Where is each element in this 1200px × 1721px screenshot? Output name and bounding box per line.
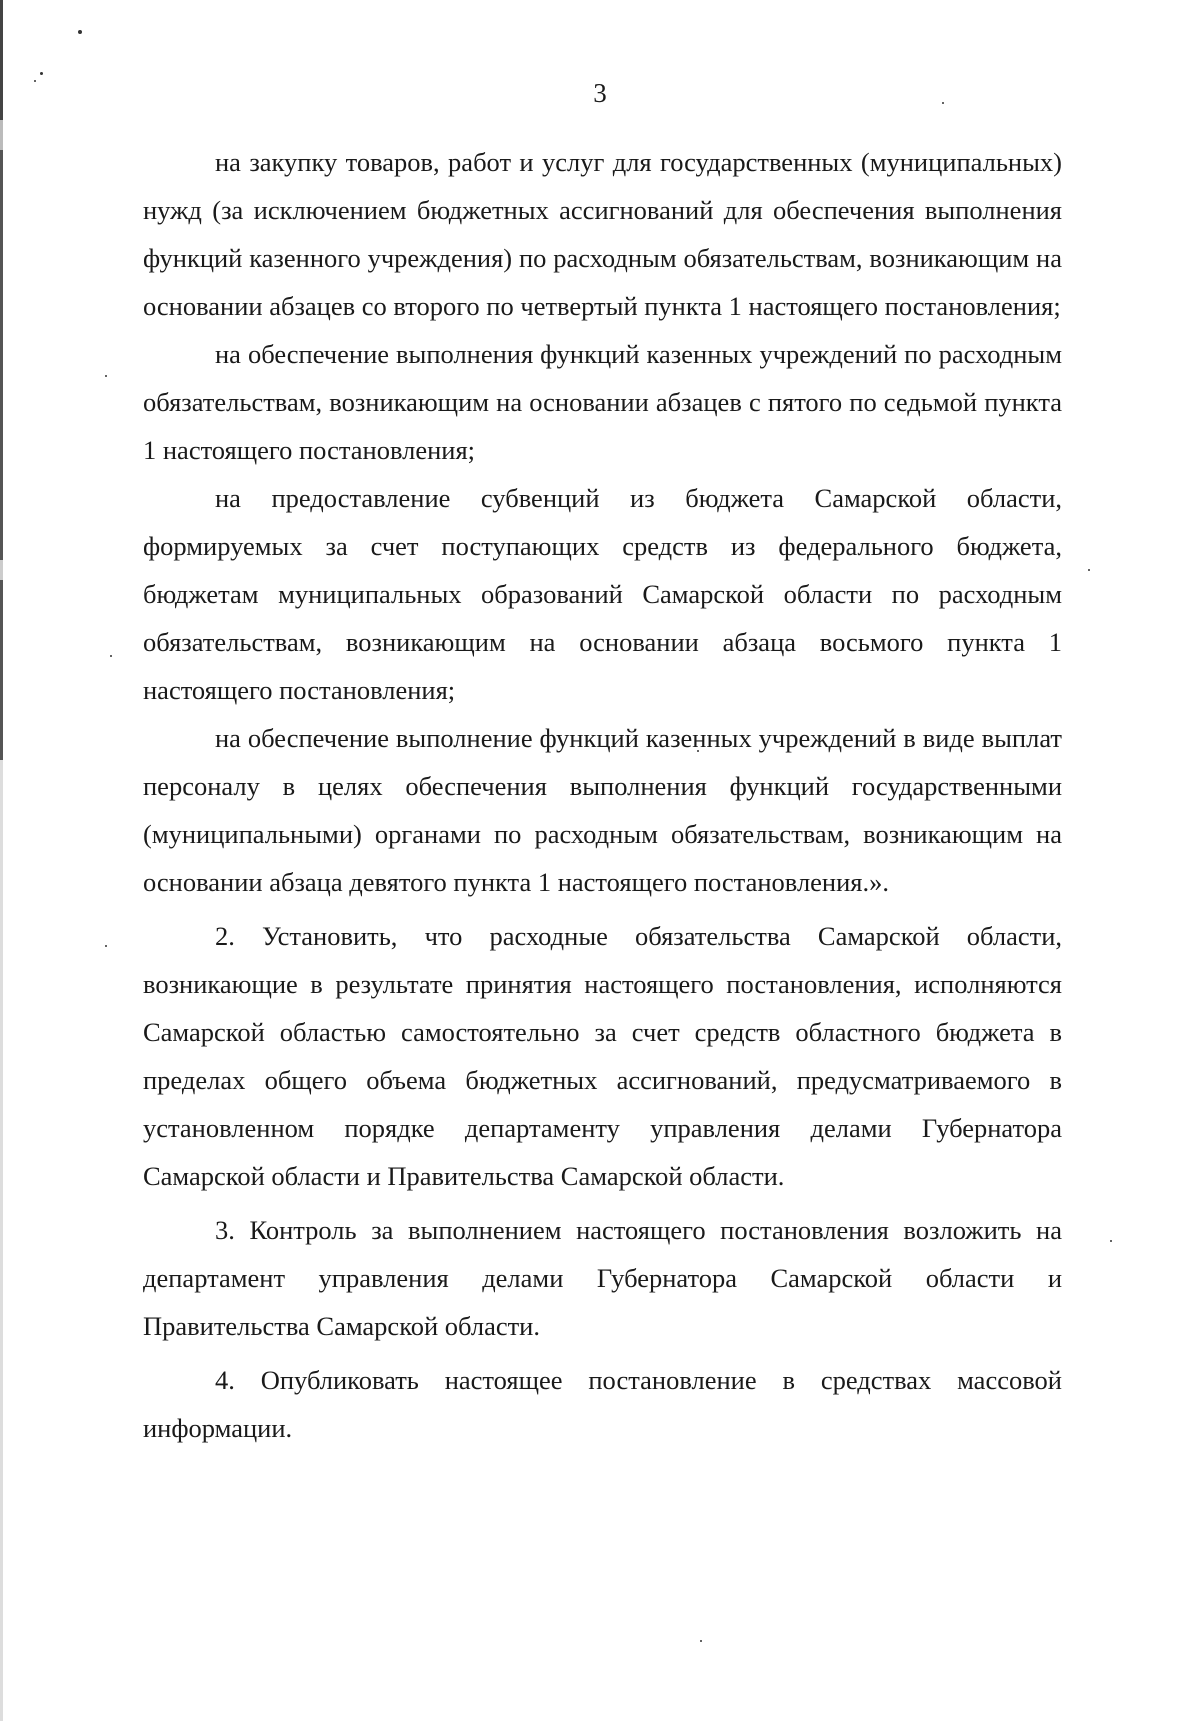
paragraph-subventions: на предоставление субвенций из бюджета Самарской области, формируемых за счет поступающих средств из федерального бюджета, бюджетам муниципальных образований Самарской области по расходным обязательствам, возникающим на основании абзаца восьмого пункта 1 настоящего постановления; [143, 483, 1062, 705]
scan-speck [700, 1640, 702, 1642]
paragraph-state-institutions: на обеспечение выполнения функций казенных учреждений по расходным обязательствам, возникающим на основании абзацев с пятого по седьмой пункта 1 настоящего постановления; [143, 339, 1062, 465]
paragraph-item-2: 2. Установить, что расходные обязательства Самарской области, возникающие в результате принятия настоящего постановления, исполняются Самарской областью самостоятельно за счет средств областного бюджета в пределах общего объема бюджетных ассигнований, предусматриваемого в установленном порядке департаменту управления делами Губернатора Самарской области и Правительства Самарской области. [143, 921, 1062, 1191]
paragraph-procurement: на закупку товаров, работ и услуг для государственных (муниципальных) нужд (за исключением бюджетных ассигнований для обеспечения выполнения функций казенного учреждения) по расходным обязательствам, возникающим на основании абзацев со второго по четвертый пункта 1 настоящего постановления; [143, 147, 1062, 321]
scan-speck [1110, 1240, 1112, 1242]
paragraph-item-4: 4. Опубликовать настоящее постановление в средствах массовой информации. [143, 1365, 1062, 1443]
scan-speck [105, 945, 107, 947]
scan-speck [78, 30, 82, 34]
paragraph-personnel-payments: на обеспечение выполнение функций казенных учреждений в виде выплат персоналу в целях обеспечения выполнения функций государственными (муниципальными) органами по расходным обязательствам, возникающим на основании абзаца девятого пункта 1 настоящего постановления.». [143, 723, 1062, 897]
document-body [143, 138, 1062, 1452]
scan-speck [110, 655, 112, 657]
paragraph-item-3: 3. Контроль за выполнением настоящего постановления возложить на департамент управления делами Губернатора Самарской области и Правительства Самарской области. [143, 1215, 1062, 1341]
page-number: 3 [593, 78, 607, 108]
scan-edge [0, 0, 3, 1721]
scan-speck [40, 72, 43, 75]
scan-speck [1088, 569, 1090, 571]
scan-speck [105, 375, 107, 377]
